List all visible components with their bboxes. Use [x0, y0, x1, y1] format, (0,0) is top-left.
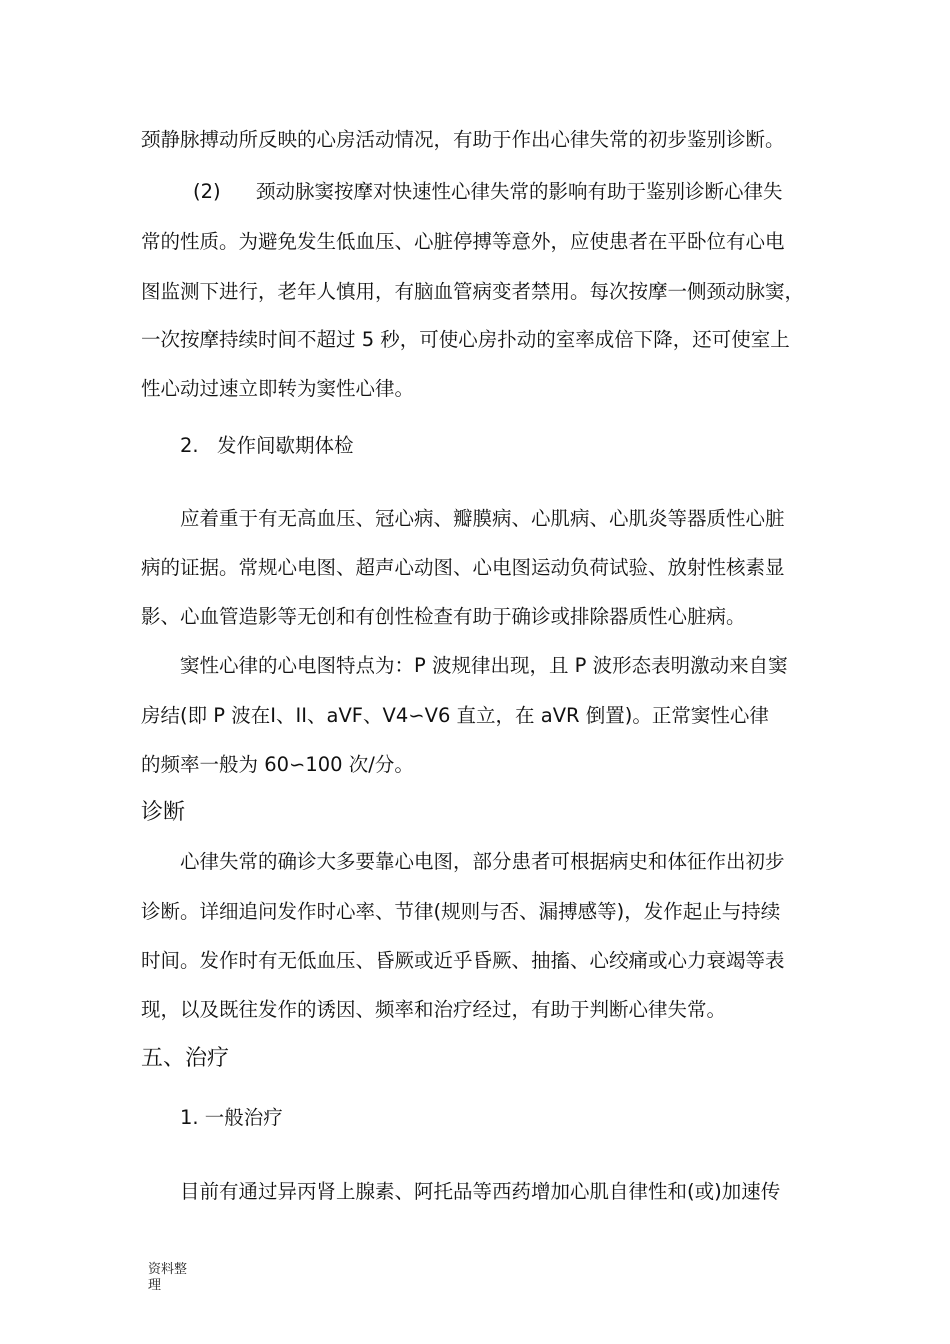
subsection-number: 2.	[180, 434, 199, 457]
paragraph-line: 颈静脉搏动所反映的心房活动情况，有助于作出心律失常的初步鉴别诊断。	[141, 128, 785, 151]
paragraph-line: 心律失常的确诊大多要靠心电图，部分患者可根据病史和体征作出初步	[180, 850, 785, 873]
paragraph-line: 现，以及既往发作的诱因、频率和治疗经过，有助于判断心律失常。	[141, 998, 727, 1021]
subsection-title: 1. 一般治疗	[180, 1106, 283, 1129]
paragraph-line: 影、心血管造影等无创和有创性检查有助于确诊或排除器质性心脏病。	[141, 605, 746, 628]
section-heading: 诊断	[141, 800, 186, 825]
paragraph-line: 诊断。详细追问发作时心率、节律(规则与否、漏搏感等)，发作起止与持续	[141, 900, 781, 923]
subsection-title: 发作间歇期体检	[217, 434, 354, 457]
paragraph-line: 窦性心律的心电图特点为：P 波规律出现，且 P 波形态表明激动来自窦	[180, 654, 788, 677]
paragraph-line: 常的性质。为避免发生低血压、心脏停搏等意外，应使患者在平卧位有心电	[141, 230, 785, 253]
footer-text: 资料整	[148, 1262, 188, 1277]
paragraph-line: 一次按摩持续时间不超过 5 秒，可使心房扑动的室率成倍下降，还可使室上	[141, 328, 790, 351]
paragraph-line: 时间。发作时有无低血压、昏厥或近乎昏厥、抽搐、心绞痛或心力衰竭等表	[141, 949, 785, 972]
paragraph-line: 图监测下进行，老年人慎用，有脑血管病变者禁用。每次按摩一侧颈动脉窦，	[141, 280, 805, 303]
footer-text: 理	[148, 1278, 162, 1293]
paragraph-line: 房结(即 P 波在Ⅰ、II、aVF、V4∽V6 直立，在 aVR 倒置)。正常窦性心律	[141, 704, 769, 727]
paragraph-line: 性心动过速立即转为窦性心律。	[141, 377, 415, 400]
paragraph-line: 应着重于有无高血压、冠心病、瓣膜病、心肌病、心肌炎等器质性心脏	[180, 507, 785, 530]
paragraph-line: 的频率一般为 60∽100 次/分。	[141, 753, 414, 776]
paragraph-line: 目前有通过异丙肾上腺素、阿托品等西药增加心肌自律性和(或)加速传	[180, 1180, 781, 1203]
paragraph-line: 病的证据。常规心电图、超声心动图、心电图运动负荷试验、放射性核素显	[141, 556, 785, 579]
list-number: (2)	[193, 180, 221, 203]
section-heading: 五、治疗	[141, 1046, 230, 1071]
paragraph-line: 颈动脉窦按摩对快速性心律失常的影响有助于鉴别诊断心律失	[256, 180, 783, 203]
